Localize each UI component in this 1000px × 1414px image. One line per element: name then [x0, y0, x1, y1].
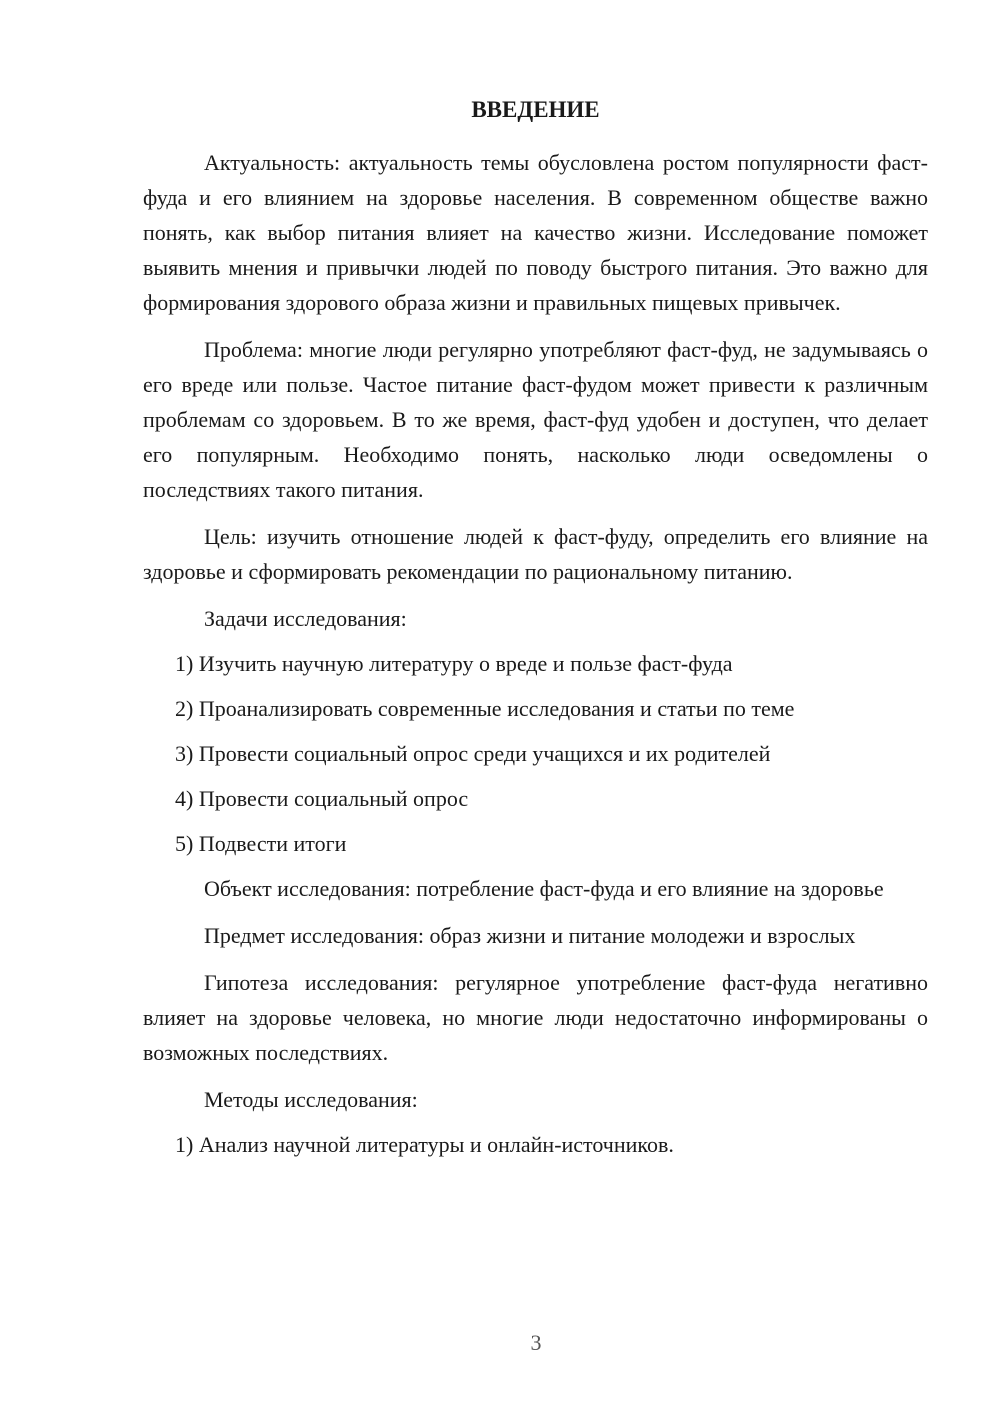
page-number: 3: [530, 1330, 542, 1355]
problem-paragraph: Проблема: многие люди регулярно употребляют фаст-фуд, не задумываясь о его вреде или пользе. Частое питание фаст-фудом может привести к различным проблемам со здоровьем. В то же время, фаст-фуд удобен и доступен, что делает его популярным. Необходимо понять, насколько люди осведомлены о последствиях такого питания.: [143, 337, 928, 502]
hypothesis-paragraph: Гипотеза исследования: регулярное употребление фаст-фуда негативно влияет на здоровье человека, но многие люди недостаточно информированы о возможных последствиях.: [143, 970, 928, 1065]
subject-paragraph: Предмет исследования: образ жизни и питание молодежи и взрослых: [204, 923, 856, 948]
goal-paragraph: Цель: изучить отношение людей к фаст-фуду, определить его влияние на здоровье и сформировать рекомендации по рациональному питанию.: [143, 524, 928, 584]
list-item: 4) Провести социальный опрос: [175, 786, 469, 811]
methods-list: [143, 1127, 928, 1162]
document-page: [143, 92, 928, 1172]
page-title: ВВЕДЕНИЕ: [471, 97, 600, 122]
tasks-list: [143, 646, 928, 861]
list-item: 1) Анализ научной литературы и онлайн-источников.: [175, 1132, 674, 1157]
methods-heading: Методы исследования:: [204, 1087, 418, 1112]
list-item: 2) Проанализировать современные исследования и статьи по теме: [175, 696, 795, 721]
tasks-heading: Задачи исследования:: [204, 606, 407, 631]
list-item: 5) Подвести итоги: [175, 831, 347, 856]
list-item: 3) Провести социальный опрос среди учащихся и их родителей: [175, 741, 771, 766]
relevance-paragraph: Актуальность: актуальность темы обусловлена ростом популярности фаст-фуда и его влиянием на здоровье населения. В современном обществе важно понять, как выбор питания влияет на качество жизни. Исследование поможет выявить мнения и привычки людей по поводу быстрого питания. Это важно для формирования здорового образа жизни и правильных пищевых привычек.: [143, 150, 928, 315]
object-paragraph: Объект исследования: потребление фаст-фуда и его влияние на здоровье: [204, 876, 884, 901]
list-item: 1) Изучить научную литературу о вреде и пользе фаст-фуда: [175, 651, 733, 676]
